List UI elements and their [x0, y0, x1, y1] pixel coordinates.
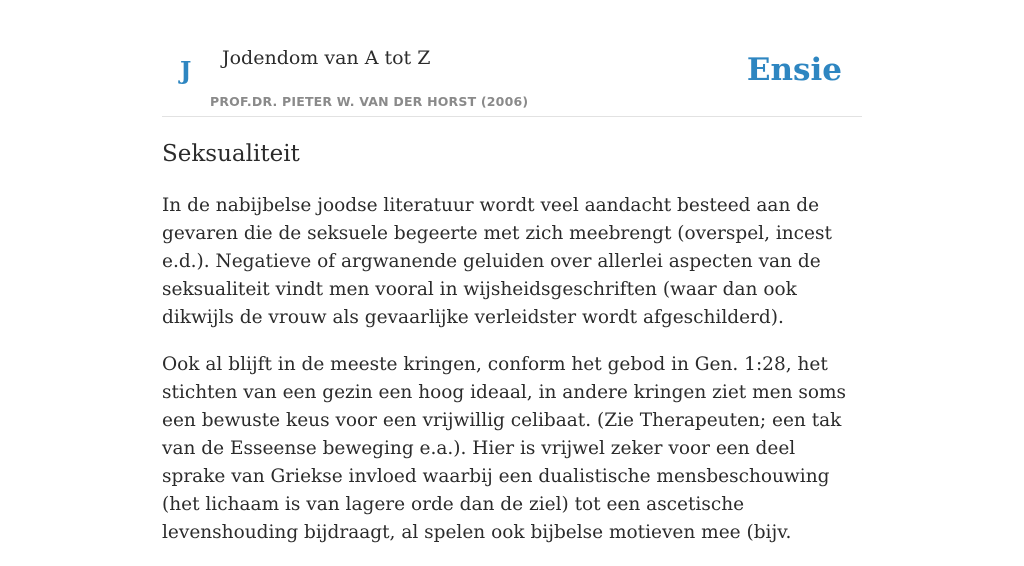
- book-title-link[interactable]: Jodendom van A tot Z: [222, 47, 431, 69]
- article-title: Seksualiteit: [162, 141, 300, 167]
- book-header: [162, 0, 862, 117]
- page: [162, 0, 862, 543]
- article-body: [162, 192, 862, 566]
- article-paragraph: Ook al blijft in de meeste kringen, conform het gebod in Gen. 1:28, het stichten van een gezin een hoog ideaal, in andere kringen ziet men soms een bewuste keus voor een vrijwillig celibaat. (Zie Therapeuten; een tak van de Esseense beweging e.a.). Hier is vrijwel zeker voor een deel sprake van Griekse invloed waarbij een dualistische mensbeschouwing (het lichaam is van lagere orde dan de ziel) tot een ascetische levenshouding bijdraagt, al spelen ook bijbelse motieven mee (bijv.: [162, 354, 847, 543]
- article-paragraph: In de nabijbelse joodse literatuur wordt veel aandacht besteed aan de gevaren die de seksuele begeerte met zich meebrengt (overspel, incest e.d.). Negatieve of argwanende geluiden over allerlei aspecten van de seksualiteit vindt men vooral in wijsheidsgeschriften (waar dan ook dikwijls de vrouw als gevaarlijke verleidster wordt afgeschilderd).: [162, 195, 832, 328]
- ensie-logo[interactable]: Ensie: [746, 52, 842, 88]
- book-author: PROF.DR. PIETER W. VAN DER HORST (2006): [210, 94, 529, 109]
- book-initial-badge[interactable]: J: [180, 56, 192, 85]
